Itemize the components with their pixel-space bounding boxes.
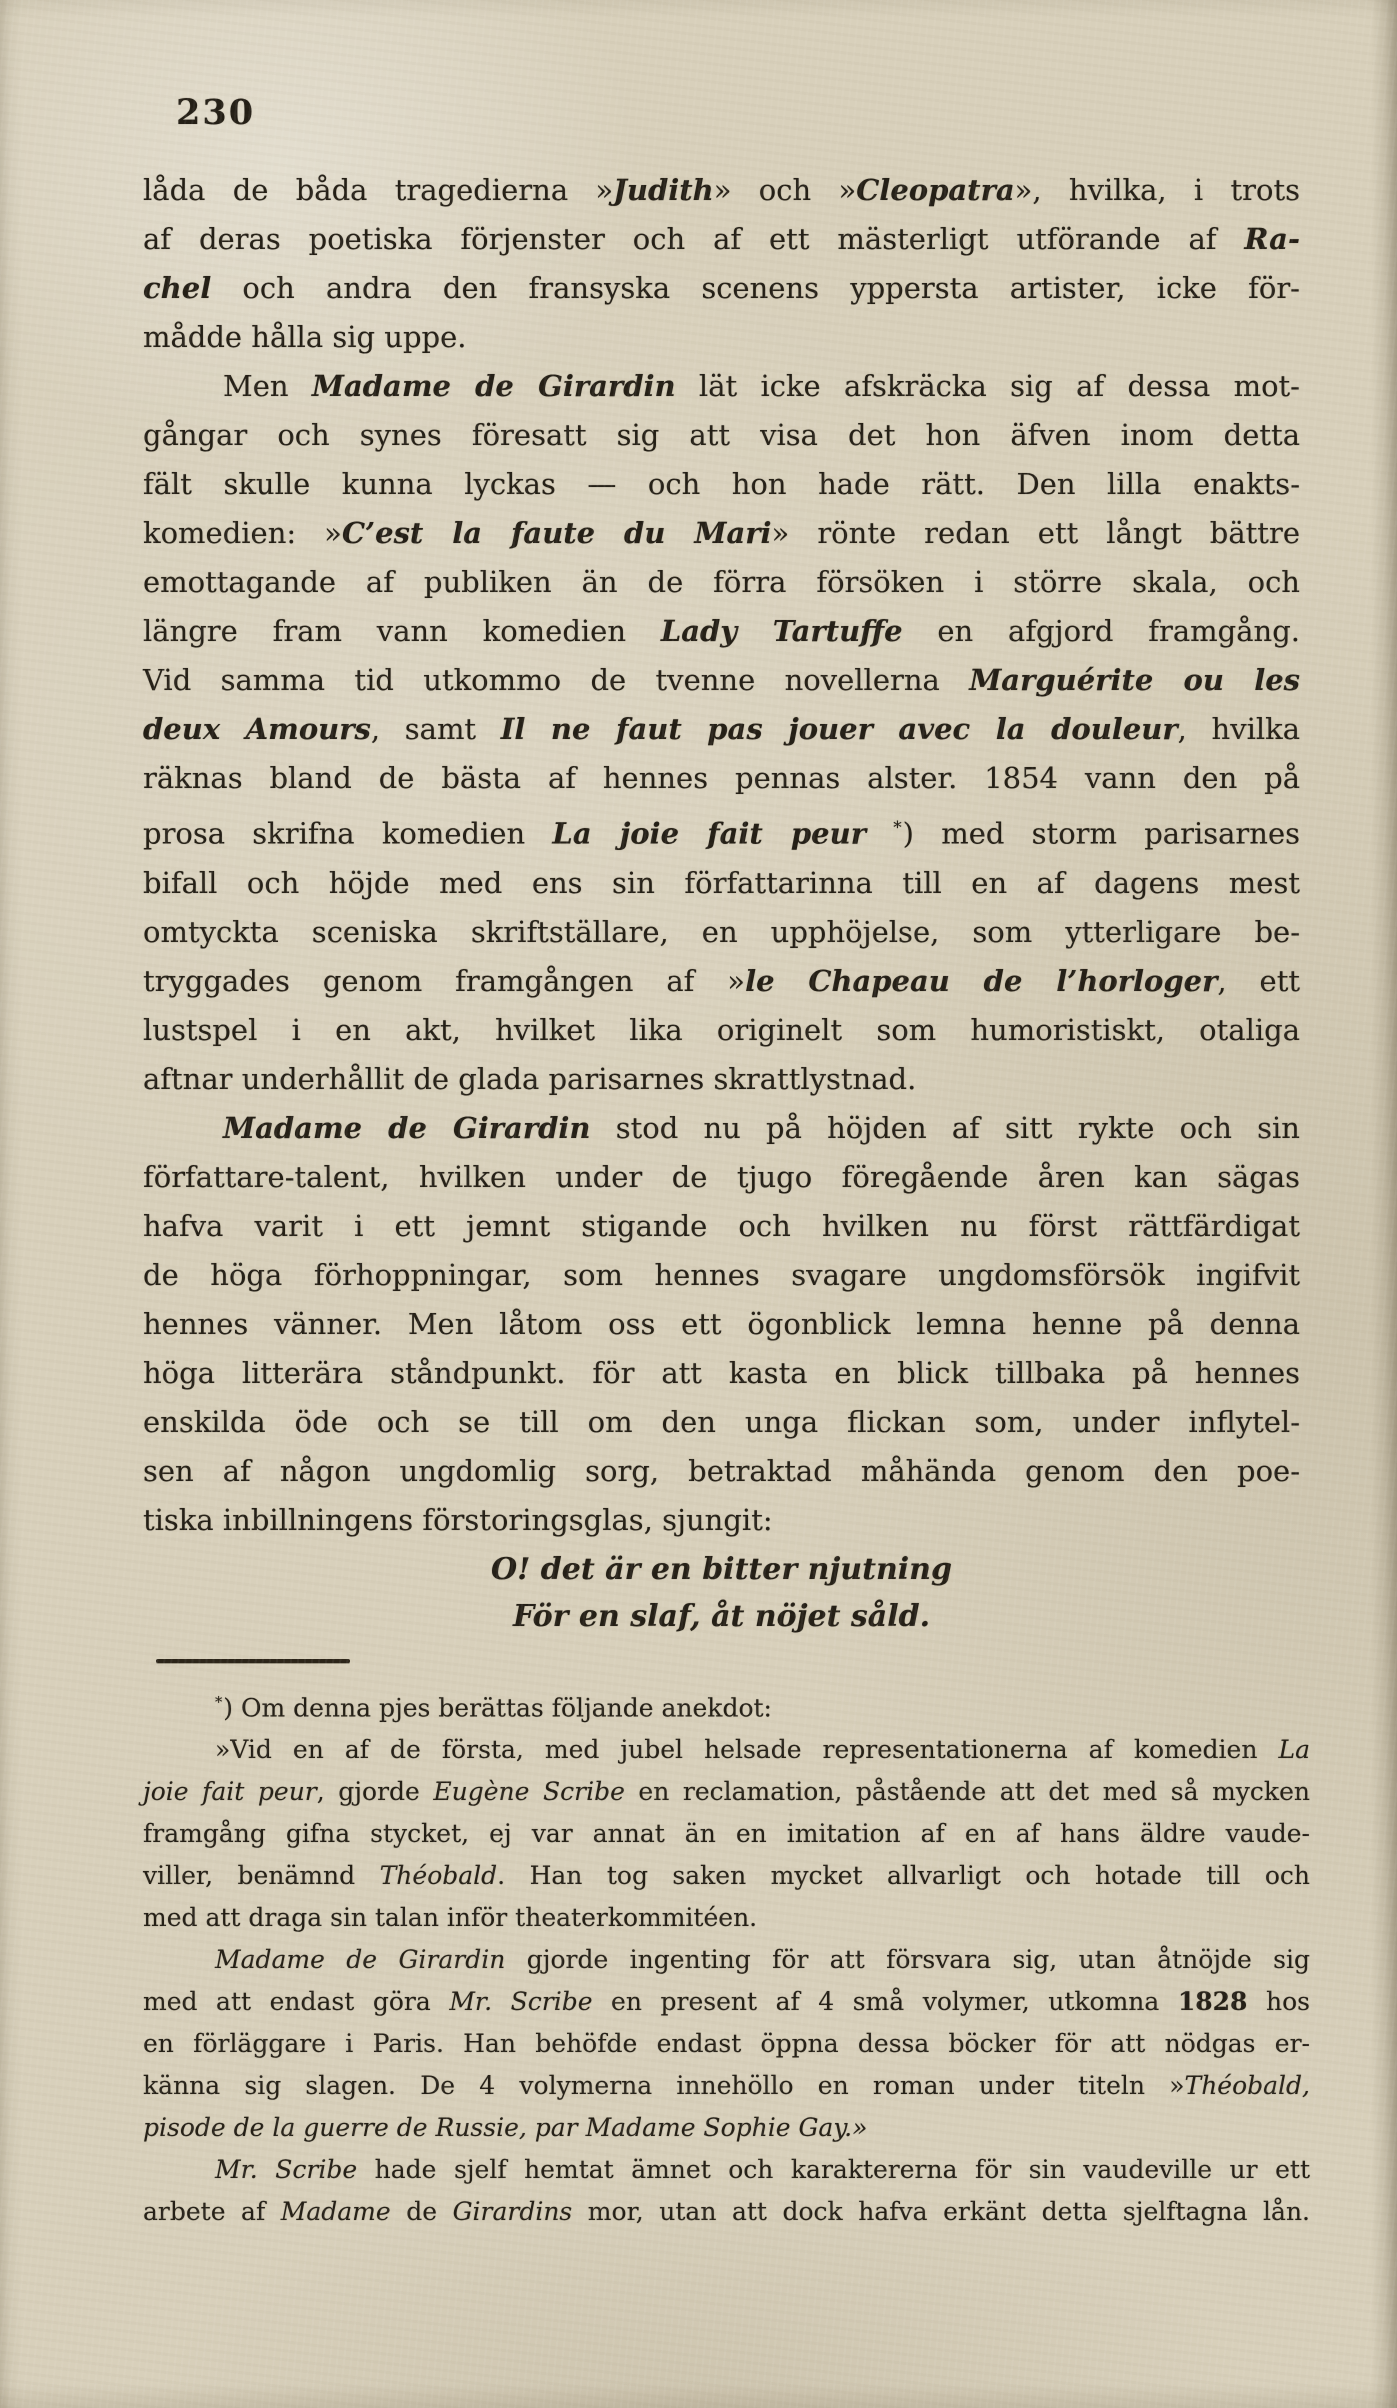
text-line	[143, 166, 1300, 215]
text-segment: Mr. Scribe	[449, 1987, 593, 2017]
main-text-block	[143, 166, 1300, 1545]
text-segment: ) med storm parisarnes	[902, 816, 1300, 851]
text-segment: Théobald	[379, 1861, 498, 1891]
text-segment: mådde hålla sig uppe.	[143, 320, 467, 354]
text-line	[143, 1682, 1310, 1729]
text-segment: Il ne faut pas jouer avec la douleur	[500, 712, 1178, 746]
text-segment: hennes vänner. Men låtom oss ett ögonblick lemna henne på denna	[143, 1306, 1300, 1341]
text-segment: Girardins	[452, 2197, 573, 2227]
text-segment: gångar och synes föresatt sig att visa det hon äfven inom detta	[143, 418, 1300, 452]
text-segment: författare-talent, hvilken under de tjugo föregående åren kan sägas	[143, 1159, 1300, 1194]
text-segment: gjorde ingenting för att försvara sig, utan åtnöjde sig	[505, 1945, 1310, 1975]
text-segment: viller, benämnd	[143, 1861, 380, 1891]
text-segment: en afgjord framgång.	[902, 614, 1300, 648]
text-segment: emottagande af publiken än de förra försöken i större skala, och	[143, 565, 1300, 599]
text-segment: räknas bland de bästa af hennes pennas alster. 1854 vann den på	[143, 761, 1300, 795]
text-segment: hade sjelf hemtat ämnet och karaktererna för sin vaudeville ur ett	[357, 2155, 1310, 2185]
text-segment: » rönte redan ett långt bättre	[771, 516, 1300, 550]
text-line	[143, 1771, 1310, 1813]
text-segment: Men	[223, 369, 312, 403]
text-line	[143, 2023, 1310, 2065]
text-segment: en förläggare i Paris. Han behöfde endast öppna dessa böcker för att nödgas er-	[143, 2029, 1310, 2059]
text-segment: längre fram vann komedien	[143, 614, 661, 648]
text-segment: , gjorde	[316, 1777, 434, 1807]
text-segment: Mr. Scribe	[215, 2155, 358, 2185]
text-line	[143, 558, 1300, 607]
text-segment: *	[215, 1695, 224, 1711]
text-segment: Lady Tartuffe	[660, 614, 903, 648]
text-line	[143, 460, 1300, 509]
text-segment: Cleopatra	[856, 173, 1015, 207]
text-segment: joie fait peur	[143, 1777, 317, 1807]
text-line	[143, 754, 1300, 803]
text-segment: Marguérite ou les	[969, 663, 1300, 697]
text-line	[143, 607, 1300, 656]
text-line	[143, 957, 1300, 1006]
text-segment: » och »	[713, 173, 857, 207]
text-line	[143, 803, 1300, 859]
text-segment: , ett	[1217, 963, 1301, 998]
text-line	[143, 1981, 1310, 2023]
text-line	[143, 1300, 1300, 1349]
text-segment: stod nu på höjden af sitt rykte och sin	[590, 1110, 1300, 1145]
text-line	[143, 2065, 1310, 2107]
text-segment: Eugène Scribe	[433, 1777, 625, 1807]
text-segment: pisode de la guerre de Russie, par Madame Sophie Gay.»	[143, 2113, 868, 2143]
text-line	[143, 2107, 1310, 2149]
text-line	[143, 1055, 1300, 1104]
text-segment: deux Amours	[143, 712, 371, 746]
text-line	[143, 1398, 1300, 1447]
text-line	[143, 215, 1300, 264]
text-segment: fält skulle kunna lyckas — och hon hade rätt. Den lilla enakts-	[143, 467, 1300, 501]
text-line	[143, 1447, 1300, 1496]
text-segment: de	[390, 2197, 453, 2227]
text-segment: C’est la faute du Mari	[341, 516, 772, 550]
text-segment: Madame de Girardin	[311, 369, 676, 403]
text-segment: aftnar underhållit de glada parisarnes skrattlystnad.	[143, 1061, 917, 1096]
footnote-block	[143, 1682, 1310, 2233]
text-line	[143, 908, 1300, 957]
text-segment: med att endast göra	[143, 1987, 450, 2017]
text-segment: komedien: »	[143, 516, 342, 550]
footnote-separator	[156, 1659, 350, 1663]
text-line	[143, 1251, 1300, 1300]
text-segment: enskilda öde och se till om den unga flickan som, under inflytel-	[143, 1404, 1300, 1439]
text-line	[143, 1729, 1310, 1771]
text-segment: en reclamation, påstående att det med så mycken	[624, 1777, 1310, 1807]
text-segment: 1828	[1177, 1987, 1248, 2017]
text-segment: med att draga sin talan inför theaterkommitéen.	[143, 1903, 758, 1933]
text-segment: framgång gifna stycket, ej var annat än en imitation af en af hans äldre vaude-	[143, 1819, 1310, 1849]
text-segment: arbete af	[143, 2197, 281, 2227]
text-segment: La	[1278, 1735, 1310, 1765]
text-segment: Théobald,	[1184, 2071, 1310, 2101]
text-line	[143, 1813, 1310, 1855]
text-segment: de höga förhoppningar, som hennes svagare ungdomsförsök ingifvit	[143, 1257, 1300, 1292]
text-segment: och andra den fransyska scenens yppersta artister, icke för-	[211, 271, 1300, 305]
text-line	[143, 2149, 1310, 2191]
text-line	[143, 859, 1300, 908]
page-number: 230	[176, 92, 256, 133]
text-line	[143, 1855, 1310, 1897]
text-line	[143, 1104, 1300, 1153]
text-line	[143, 705, 1300, 754]
text-line	[143, 1153, 1300, 1202]
text-line	[143, 1349, 1300, 1398]
text-segment: tiska inbillningens förstoringsglas, sjungit:	[143, 1502, 773, 1537]
text-line	[143, 509, 1300, 558]
text-segment: känna sig slagen. De 4 volymerna innehöllo en roman under titeln »	[143, 2071, 1185, 2101]
text-segment: mor, utan att dock hafva erkänt detta sjelftagna lån.	[572, 2197, 1310, 2227]
text-line	[143, 1939, 1310, 1981]
text-segment: . Han tog saken mycket allvarligt och hotade till och	[497, 1861, 1310, 1891]
text-segment: Madame de Girardin	[215, 1945, 506, 1975]
text-segment: sen af någon ungdomlig sorg, betraktad måhända genom den poe-	[143, 1453, 1300, 1488]
text-segment: *	[893, 817, 903, 837]
text-segment: lät icke afskräcka sig af dessa mot-	[675, 369, 1300, 403]
text-segment: Madame de Girardin	[223, 1110, 591, 1145]
text-segment: Judith	[613, 173, 714, 207]
text-segment: För en slaf, åt nöjet såld.	[512, 1599, 931, 1634]
text-line	[143, 362, 1300, 411]
text-segment: en present af 4 små volymer, utkomna	[592, 1987, 1178, 2017]
text-line	[143, 411, 1300, 460]
text-segment: ) Om denna pjes berättas följande anekdot:	[223, 1693, 772, 1723]
text-line	[143, 1546, 1300, 1593]
text-segment: hafva varit i ett jemnt stigande och hvilken nu först rättfärdigat	[143, 1208, 1300, 1243]
text-line	[143, 264, 1300, 313]
text-segment: höga litterära ståndpunkt. för att kasta en blick tillbaka på hennes	[143, 1355, 1300, 1390]
text-segment: », hvilka, i trots	[1014, 173, 1300, 207]
text-line	[143, 1202, 1300, 1251]
text-segment: prosa skrifna komedien	[143, 816, 553, 851]
text-segment	[866, 817, 893, 851]
text-segment: »Vid en af de första, med jubel helsade representationerna af komedien	[215, 1735, 1279, 1765]
text-line	[143, 1006, 1300, 1055]
text-line	[143, 656, 1300, 705]
text-segment: chel	[143, 271, 212, 305]
text-line	[143, 1496, 1300, 1545]
text-line	[143, 1897, 1310, 1939]
text-segment: omtyckta sceniska skriftställare, en upphöjelse, som ytterligare be-	[143, 914, 1300, 949]
text-segment: , hvilka	[1177, 712, 1300, 746]
text-segment: Ra-	[1244, 222, 1300, 256]
text-segment: låda de båda tragedierna »	[143, 173, 614, 207]
text-line	[143, 2191, 1310, 2233]
text-segment: O! det är en bitter njutning	[491, 1552, 952, 1587]
text-segment: af deras poetiska förjenster och af ett mästerligt utförande af	[143, 222, 1245, 256]
text-segment: Vid samma tid utkommo de tvenne novellerna	[143, 663, 970, 697]
text-segment: , samt	[370, 712, 501, 746]
text-segment: La joie fait peur	[552, 816, 867, 851]
text-segment: tryggades genom framgången af »	[143, 963, 746, 998]
text-segment: hos	[1247, 1987, 1310, 2017]
text-line	[143, 313, 1300, 362]
text-line	[143, 1593, 1300, 1640]
text-segment: lustspel i en akt, hvilket lika originelt som humoristiskt, otaliga	[143, 1012, 1300, 1047]
text-segment: bifall och höjde med ens sin författarinna till en af dagens mest	[143, 865, 1300, 900]
verse-quote	[143, 1546, 1300, 1640]
text-segment: le Chapeau de l’horloger	[745, 963, 1218, 998]
text-segment: Madame	[280, 2197, 391, 2227]
